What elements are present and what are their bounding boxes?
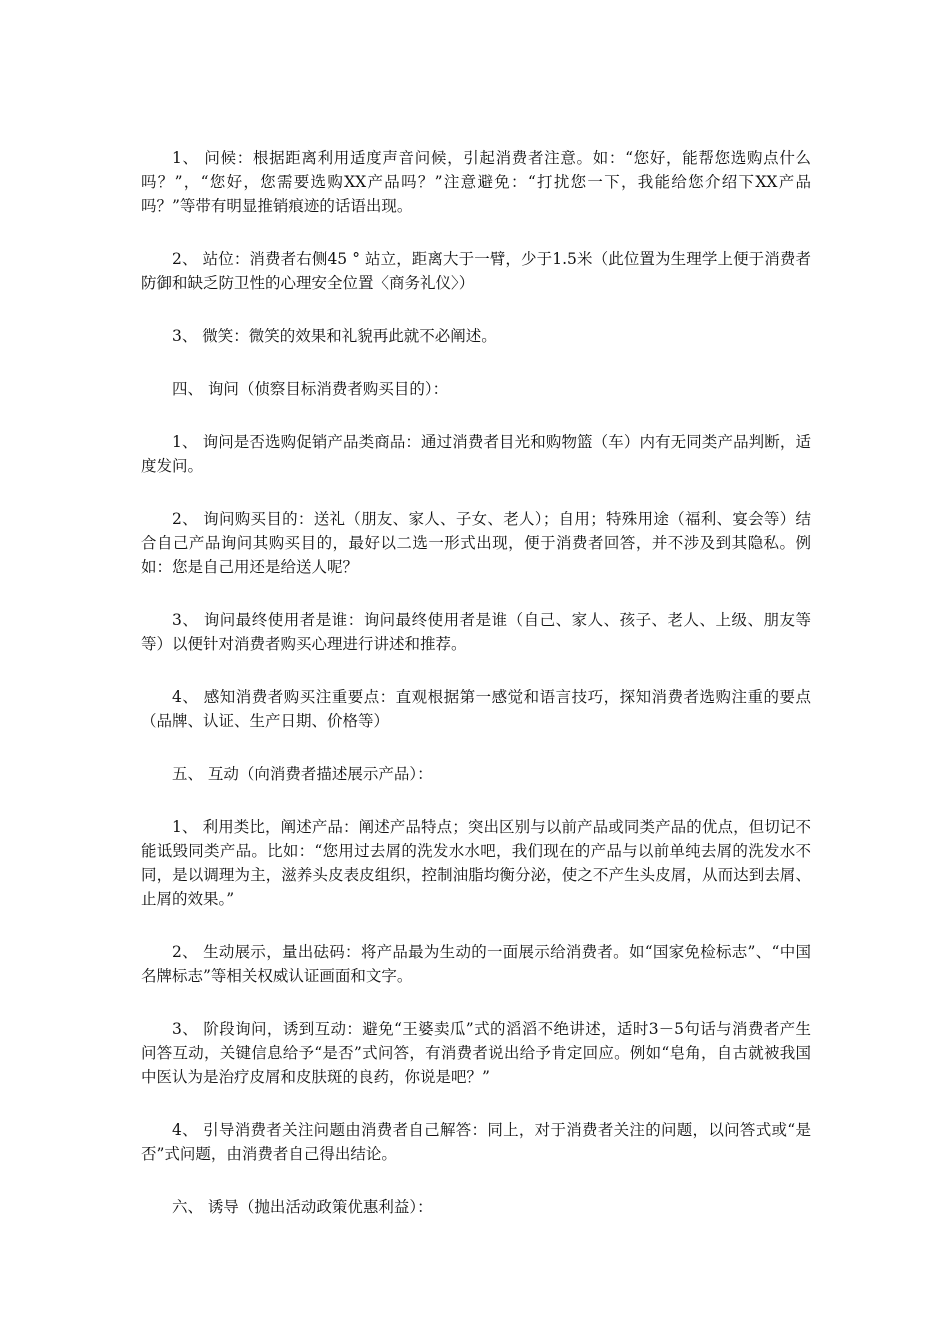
paragraph-vivid-display: 2、 生动展示，量出砝码：将产品最为生动的一面展示给消费者。如“国家免检标志”、“中国名牌标志”等相关权威认证画面和文字。 <box>141 943 811 985</box>
paragraph-key-points: 4、 感知消费者购买注重要点：直观根据第一感觉和语言技巧，探知消费者选购注重的要点（品牌、认证、生产日期、价格等） <box>141 688 811 730</box>
paragraph-smile: 3、 微笑：微笑的效果和礼貌再此就不必阐述。 <box>172 327 497 345</box>
paragraph-inquiry-category: 1、 询问是否选购促销产品类商品：通过消费者目光和购物篮（车）内有无同类产品判断，适度发问。 <box>141 433 811 475</box>
section-heading-inquiry: 四、 询问（侦察目标消费者购买目的）： <box>172 380 449 398</box>
section-heading-interaction: 五、 互动（向消费者描述展示产品）： <box>172 765 433 783</box>
section-heading-inducement: 六、 诱导（抛出活动政策优惠利益）： <box>172 1198 433 1216</box>
paragraph-guide-questions: 4、 引导消费者关注问题由消费者自己解答：同上，对于消费者关注的问题，以问答式或“是否”式问题，由消费者自己得出结论。 <box>141 1121 811 1163</box>
paragraph-stage-inquiry: 3、 阶段询问，诱到互动：避免“王婆卖瓜”式的滔滔不绝讲述，适时3－5句话与消费者产生问答互动，关键信息给予“是否”式问答，有消费者说出给予肯定回应。例如“皂角，自古就被我国中医认为是治疗皮屑和皮肤斑的良药，你说是吧？” <box>141 1020 811 1086</box>
paragraph-analogy: 1、 利用类比，阐述产品：阐述产品特点；突出区别与以前产品或同类产品的优点，但切记不能诋毁同类产品。比如：“您用过去屑的洗发水水吧，我们现在的产品与以前单纯去屑的洗发水不同，是以调理为主，滋养头皮表皮组织，控制油脂均衡分泌，使之不产生头皮屑，从而达到去屑、止屑的效果。” <box>141 818 811 908</box>
paragraph-standing-position: 2、 站位：消费者右侧45 ° 站立，距离大于一臂，少于1.5米（此位置为生理学上便于消费者防御和缺乏防卫性的心理安全位置〈商务礼仪〉） <box>141 250 811 292</box>
paragraph-inquiry-end-user: 3、 询问最终使用者是谁：询问最终使用者是谁（自己、家人、孩子、老人、上级、朋友等等）以便针对消费者购买心理进行讲述和推荐。 <box>141 611 811 653</box>
paragraph-greeting: 1、 问候：根据距离利用适度声音问候，引起消费者注意。如：“您好，能帮您选购点什么吗？”，“您好，您需要选购XX产品吗？”注意避免：“打扰您一下，我能给您介绍下XX产品吗？”等带有明显推销痕迹的话语出现。 <box>141 149 811 215</box>
document-body <box>141 146 811 1248</box>
paragraph-inquiry-purpose: 2、 询问购买目的：送礼（朋友、家人、子女、老人）；自用；特殊用途（福利、宴会等）结合自己产品询问其购买目的，最好以二选一形式出现，便于消费者回答，并不涉及到其隐私。例如：您是自己用还是给送人呢？ <box>141 510 811 576</box>
